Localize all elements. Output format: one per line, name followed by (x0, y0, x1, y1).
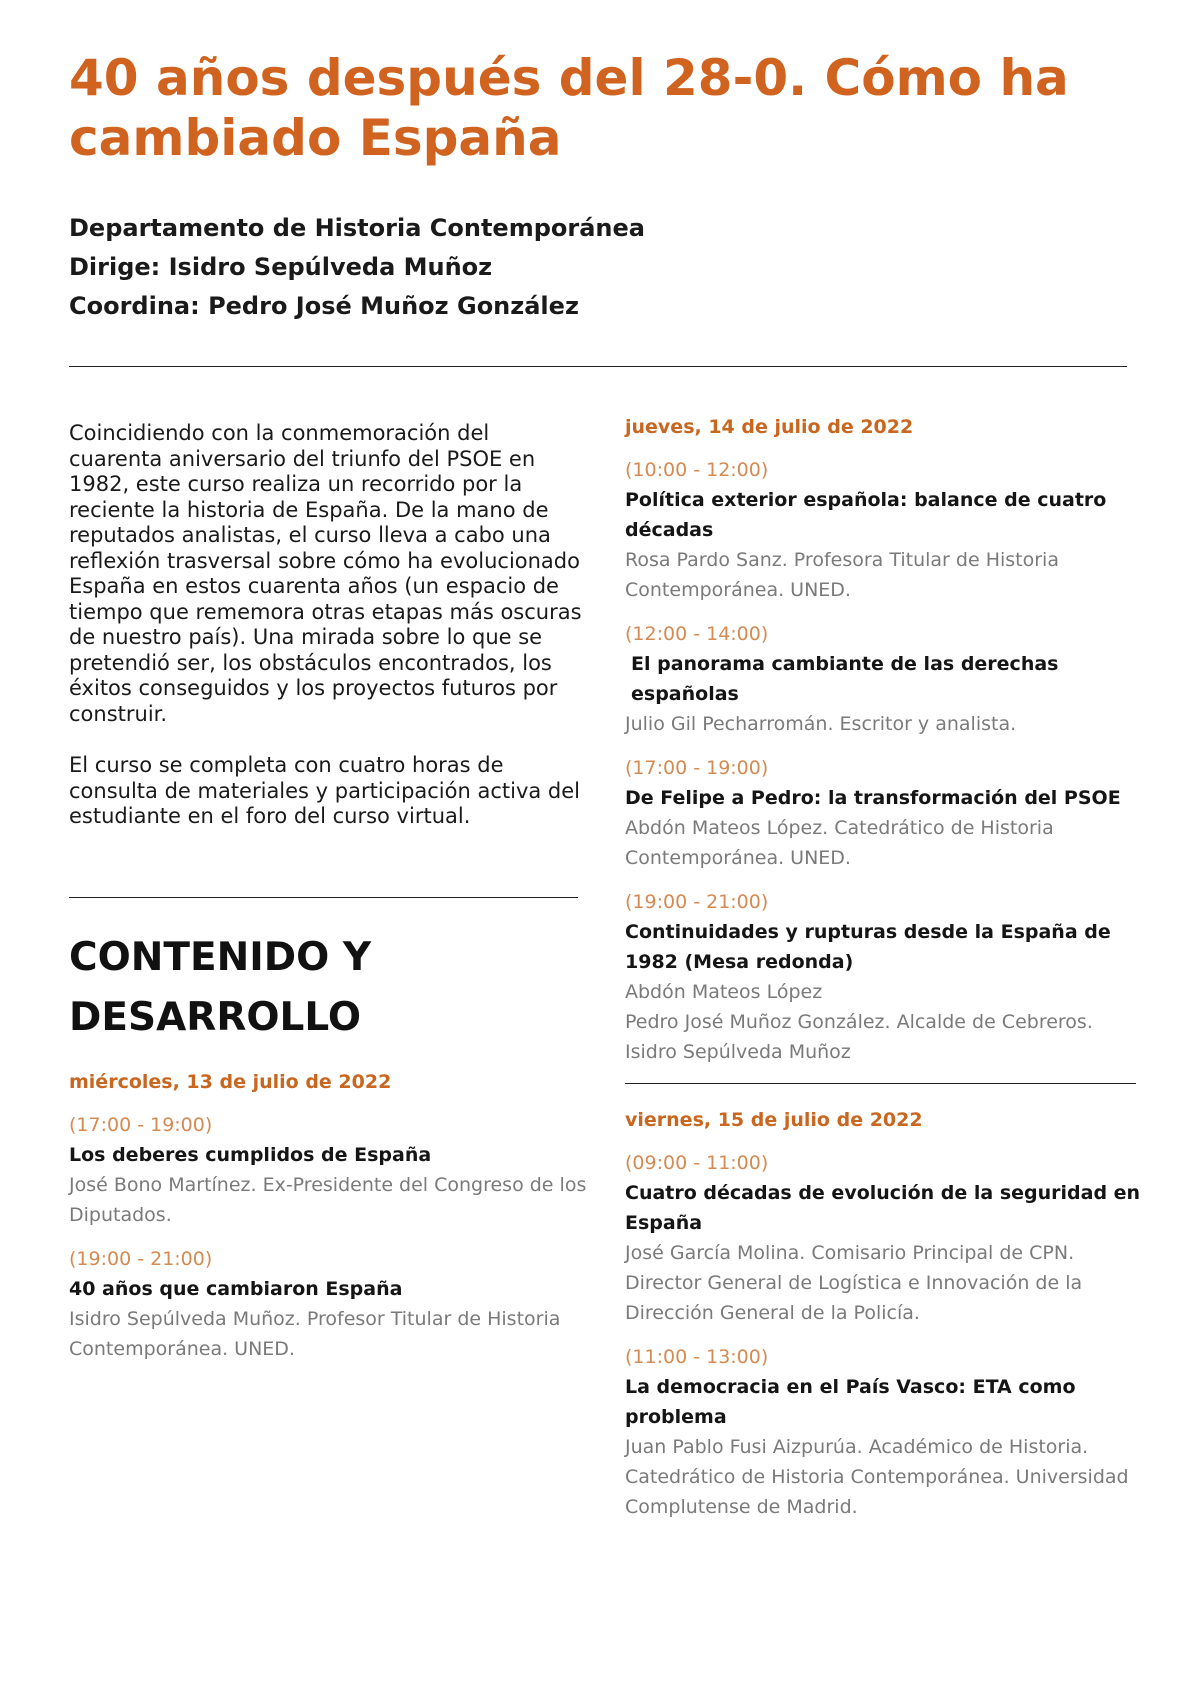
session (69, 1244, 589, 1364)
day-thursday (625, 415, 1145, 1081)
session-time: (10:00 - 12:00) (625, 459, 769, 481)
session-speaker: Julio Gil Pecharromán. Escritor y analista. (625, 713, 1017, 735)
session-speaker: Abdón Mateos López (625, 981, 823, 1003)
session-speaker: Rosa Pardo Sanz. Profesora Titular de Historia Contemporánea. UNED. (625, 549, 1059, 601)
header-divider (69, 366, 1127, 367)
session-speaker: Pedro José Muñoz González. Alcalde de Cebreros. (625, 1011, 1093, 1033)
session-time: (17:00 - 19:00) (69, 1114, 213, 1136)
session-time: (11:00 - 13:00) (625, 1346, 769, 1368)
section-divider (69, 897, 578, 898)
session-speaker: José Bono Martínez. Ex-Presidente del Congreso de los Diputados. (69, 1174, 587, 1226)
session-title: Política exterior española: balance de cuatro décadas (625, 489, 1107, 541)
department-label: Departamento de Historia Contemporánea (69, 214, 645, 242)
session-title: El panorama cambiante de las derechas españolas (631, 653, 1059, 705)
director-label: Dirige: Isidro Sepúlveda Muñoz (69, 253, 493, 281)
day-date: viernes, 15 de julio de 2022 (625, 1109, 923, 1131)
session (625, 1148, 1145, 1328)
day-wednesday (69, 1070, 589, 1378)
session-speaker: José García Molina. Comisario Principal de CPN. Director General de Logística e Innovación de la Dirección General de la Policía. (625, 1242, 1083, 1324)
session-time: (19:00 - 21:00) (69, 1248, 213, 1270)
session (69, 1110, 589, 1230)
session (625, 887, 1145, 1067)
session-time: (12:00 - 14:00) (625, 623, 769, 645)
session-title: Los deberes cumplidos de España (69, 1144, 432, 1166)
course-meta (69, 209, 645, 326)
session-title: De Felipe a Pedro: la transformación del PSOE (625, 787, 1121, 809)
session-title: La democracia en el País Vasco: ETA como problema (625, 1376, 1076, 1428)
session-speaker: Abdón Mateos López. Catedrático de Historia Contemporánea. UNED. (625, 817, 1054, 869)
session (625, 619, 1145, 739)
coordinator-label: Coordina: Pedro José Muñoz González (69, 292, 579, 320)
section-title: CONTENIDO Y DESARROLLO (69, 935, 372, 1040)
session-speaker: Juan Pablo Fusi Aizpurúa. Académico de Historia. Catedrático de Historia Contemporánea. Universidad Complutense de Madrid. (625, 1436, 1129, 1518)
day-date: jueves, 14 de julio de 2022 (625, 416, 914, 438)
session-time: (19:00 - 21:00) (625, 891, 769, 913)
intro-text (69, 421, 589, 856)
session (625, 455, 1145, 605)
day-date: miércoles, 13 de julio de 2022 (69, 1071, 392, 1093)
intro-paragraph: Coincidiendo con la conmemoración del cuarenta aniversario del triunfo del PSOE en 1982, este curso realiza un recorrido por la reciente la historia de España. De la mano de reputados analistas, el curso lleva a cabo una reflexión trasversal sobre cómo ha evolucionado España en estos cuarenta años (un espacio de tiempo que rememora otras etapas más oscuras de nuestro país). Una mirada sobre lo que se pretendió ser, los obstáculos encontrados, los éxitos conseguidos y los proyectos futuros por construir. (69, 421, 582, 726)
session-time: (17:00 - 19:00) (625, 757, 769, 779)
session-title: Continuidades y rupturas desde la España de 1982 (Mesa redonda) (625, 921, 1111, 973)
page-title: 40 años después del 28-0. Cómo ha cambiado España (69, 49, 1069, 167)
session-speaker: Isidro Sepúlveda Muñoz. Profesor Titular de Historia Contemporánea. UNED. (69, 1308, 561, 1360)
session (625, 1342, 1145, 1522)
day-divider (625, 1083, 1136, 1084)
session-speaker: Isidro Sepúlveda Muñoz (625, 1041, 851, 1063)
intro-paragraph: El curso se completa con cuatro horas de consulta de materiales y participación activa del estudiante en el foro del curso virtual. (69, 753, 581, 828)
session-time: (09:00 - 11:00) (625, 1152, 769, 1174)
session-title: Cuatro décadas de evolución de la seguridad en España (625, 1182, 1141, 1234)
day-friday (625, 1108, 1145, 1536)
session-title: 40 años que cambiaron España (69, 1278, 403, 1300)
session (625, 753, 1145, 873)
